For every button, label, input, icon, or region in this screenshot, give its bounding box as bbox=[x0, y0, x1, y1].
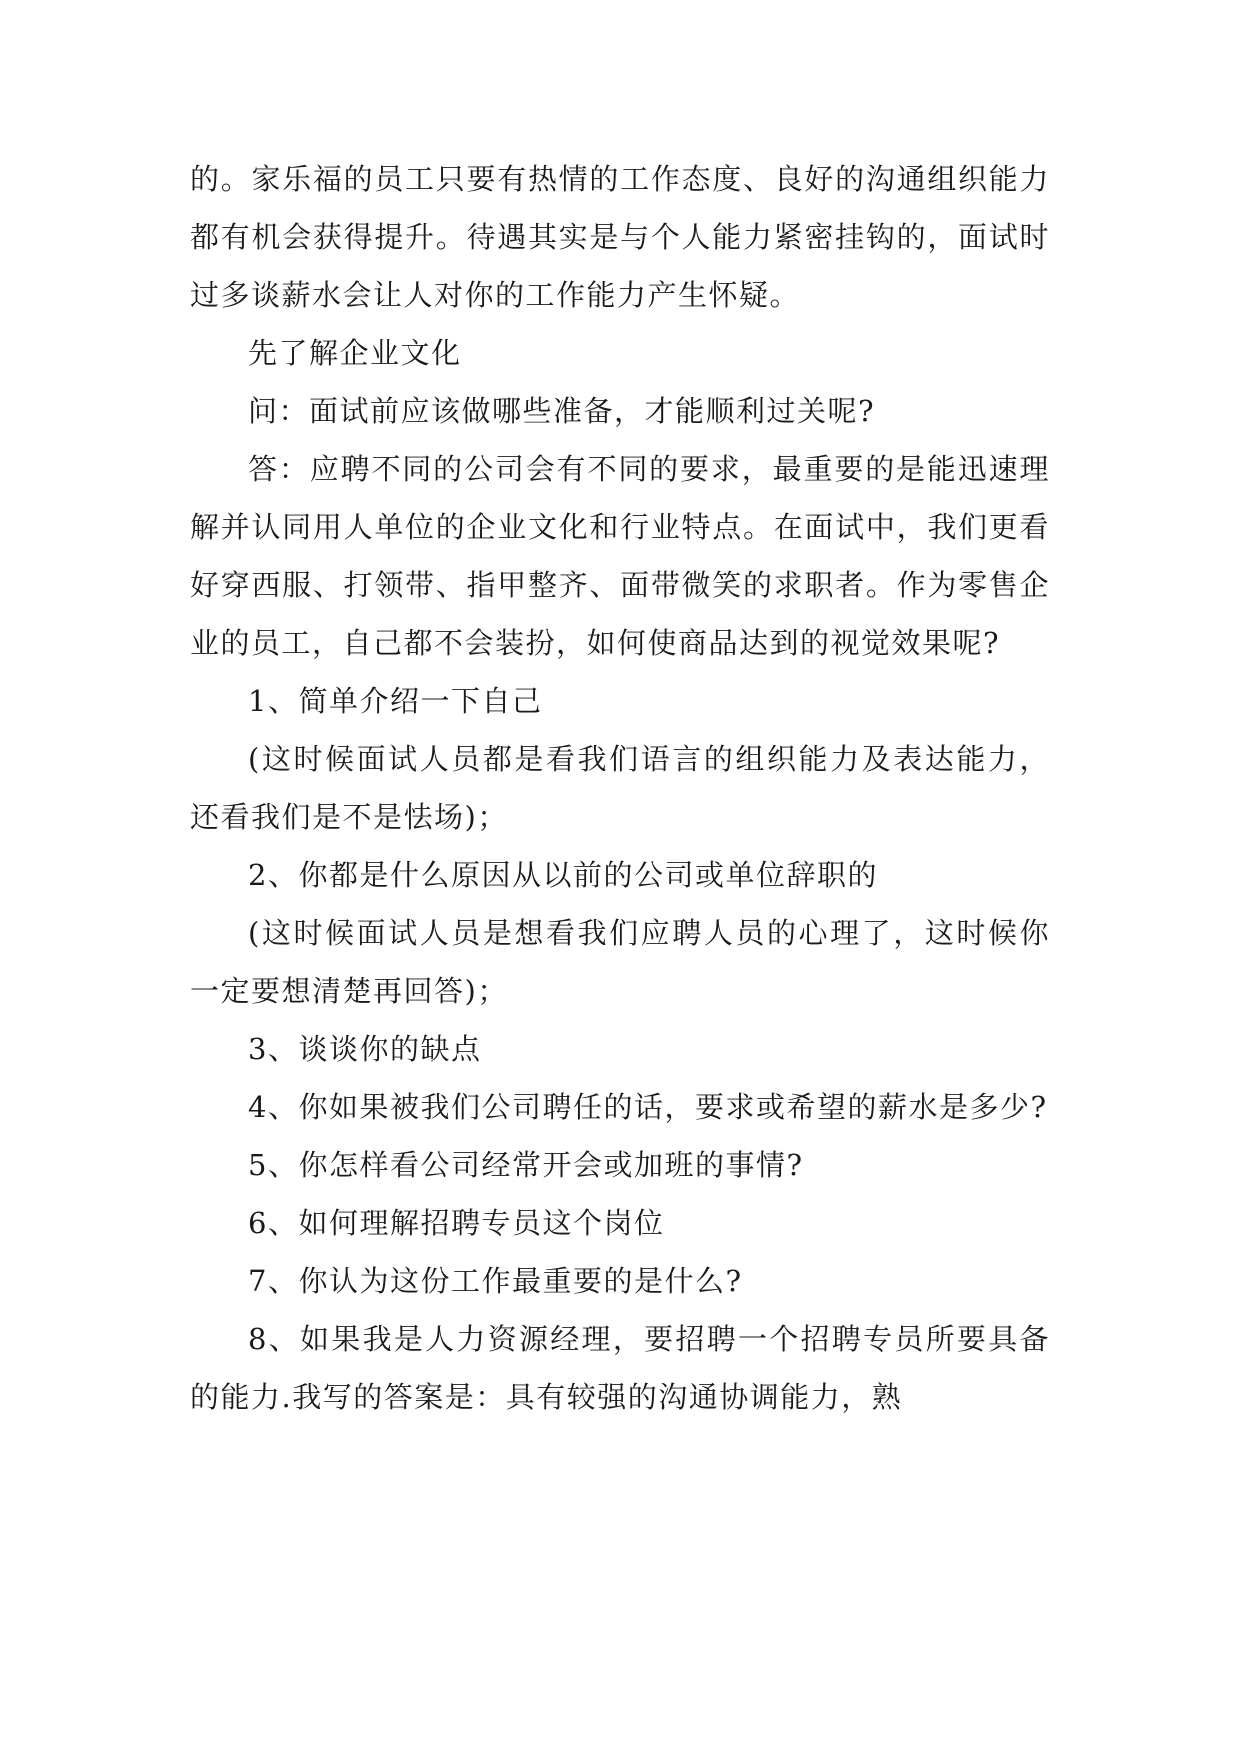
list-item-5: 5、你怎样看公司经常开会或加班的事情? bbox=[248, 1148, 804, 1182]
list-item-3: 3、谈谈你的缺点 bbox=[248, 1032, 482, 1066]
list-item-2-note: (这时候面试人员是想看我们应聘人员的心理了，这时候你一定要想清楚再回答)； bbox=[190, 916, 1050, 1008]
list-item-1: 1、简单介绍一下自己 bbox=[248, 684, 543, 718]
list-item-4: 4、你如果被我们公司聘任的话，要求或希望的薪水是多少? bbox=[248, 1090, 1048, 1124]
document-body bbox=[190, 150, 1050, 1426]
question-paragraph: 问：面试前应该做哪些准备，才能顺利过关呢? bbox=[248, 394, 876, 428]
paragraph-continuation: 的。家乐福的员工只要有热情的工作态度、良好的沟通组织能力都有机会获得提升。待遇其实是与个人能力紧密挂钩的，面试时过多谈薪水会让人对你的工作能力产生怀疑。 bbox=[190, 162, 1050, 312]
list-item-7: 7、你认为这份工作最重要的是什么? bbox=[248, 1264, 743, 1298]
list-item-8: 8、如果我是人力资源经理，要招聘一个招聘专员所要具备的能力.我写的答案是：具有较强的沟通协调能力，熟 bbox=[190, 1322, 1050, 1414]
list-item-1-note: (这时候面试人员都是看我们语言的组织能力及表达能力，还看我们是不是怯场)； bbox=[190, 742, 1050, 834]
list-item-6: 6、如何理解招聘专员这个岗位 bbox=[248, 1206, 665, 1240]
list-item-2: 2、你都是什么原因从以前的公司或单位辞职的 bbox=[248, 858, 878, 892]
answer-paragraph: 答：应聘不同的公司会有不同的要求，最重要的是能迅速理解并认同用人单位的企业文化和行业特点。在面试中，我们更看好穿西服、打领带、指甲整齐、面带微笑的求职者。作为零售企业的员工，自己都不会装扮，如何使商品达到的视觉效果呢? bbox=[190, 452, 1050, 660]
section-heading: 先了解企业文化 bbox=[248, 336, 462, 370]
